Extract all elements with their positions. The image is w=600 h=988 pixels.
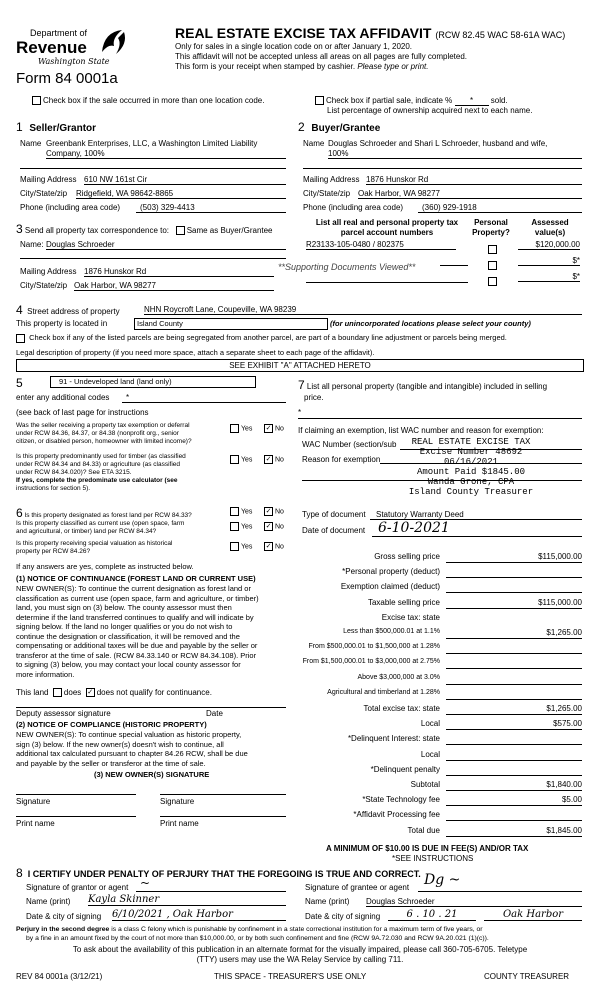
additional-codes-label: enter any additional codes [16, 393, 110, 402]
grantee-name-label: Name (print) [305, 897, 350, 906]
see-back-note: (see back of last page for instructions [16, 408, 149, 417]
grantee-date: 6 . 10 . 21 [388, 909, 476, 921]
washington-state-label: Washington State [38, 57, 110, 66]
current-use-yes[interactable]: Yes [230, 522, 252, 531]
notice2-title: (2) NOTICE OF COMPLIANCE (HISTORIC PROPERTY) [16, 720, 207, 729]
calc-label: *Delinquent Interest: state [347, 734, 440, 744]
section3-heading: 3 Send all property tax correspondence to: Same as Buyer/Grantee [16, 222, 273, 236]
calc-value: $1,265.00 [446, 628, 582, 639]
section4-street-label: 4 Street address of property [16, 303, 120, 317]
timber-no[interactable]: ✓ No [265, 456, 284, 464]
header-note-3: This form is your receipt when stamped by cashier. Please type or print. [175, 62, 429, 71]
certify-statement: 8 I CERTIFY UNDER PENALTY OF PERJURY THAT THE FOREGOING IS TRUE AND CORRECT. [16, 866, 421, 880]
historic-question: Is this property receiving special valuation as historical property per RCW 84.26? [16, 540, 173, 555]
seller-heading: 1 Seller/Grantor [16, 120, 97, 134]
buyer-city: Oak Harbor, WA 98277 [358, 189, 582, 199]
historic-yes[interactable]: Yes [230, 542, 252, 551]
calc-value [446, 689, 582, 700]
calc-value [446, 750, 582, 761]
calc-label: *Personal property (deduct) [342, 567, 440, 577]
exemption-yes[interactable]: Yes [230, 424, 252, 433]
header-note-1: Only for sales in a single location code on or after January 1, 2020. [175, 42, 413, 51]
revenue-logo-icon [98, 26, 130, 58]
calc-label: Total excise tax: state [363, 704, 440, 713]
section3-city: Oak Harbor, WA 98277 [74, 281, 274, 291]
calc-label: From $500,000.01 to $1,500,000 at 1.28% [308, 643, 440, 651]
calc-value [446, 810, 582, 821]
land-use-select[interactable]: 91 - Undeveloped land (land only) [50, 376, 256, 388]
seller-name-label: Name [20, 139, 42, 148]
reason-label: Reason for exemption [302, 455, 381, 464]
deputy-signature-label: Deputy assessor signature [16, 709, 111, 718]
form-revision: REV 84 0001a (3/12/21) [16, 972, 103, 981]
segregated-checkbox[interactable]: Check box if any of the listed parcels are being segregated from another parcel, are part of a boundary line adjustment or parcels being merged. [16, 333, 507, 343]
assessed-value-3: $* [518, 272, 580, 282]
calc-value [446, 643, 582, 654]
county-treasurer: COUNTY TREASURER [484, 972, 570, 981]
accessibility-notice: To ask about the availability of this publication in an alternate format for the visually impaired, please call 360-705-6705. Teletype (TTY) users may use the WA Relay Service by calling 711. [72, 945, 528, 964]
grantor-signature-label: Signature of grantor or agent [26, 883, 129, 892]
seller-phone-label: Phone (including area code) [20, 203, 121, 212]
dept-of-label: Department of [30, 28, 88, 38]
section7-text: 7 List all personal property (tangible and intangible) included in selling [298, 378, 548, 392]
calc-value: $1,845.00 [446, 826, 582, 837]
legal-description-field[interactable]: SEE EXHIBIT "A" ATTACHED HERETO [16, 359, 584, 372]
buyer-name-line2: 100% [328, 149, 582, 159]
owner-signature-label-2: Signature [160, 797, 195, 806]
revenue-logo-text: Revenue [16, 38, 87, 57]
forest-question: 6 Is this property designated as forest land per RCW 84.33? [16, 506, 192, 520]
grantee-name: Douglas Schroeder [366, 897, 582, 907]
calc-label: Gross selling price [374, 552, 440, 561]
section3-mail-label: Mailing Address [20, 267, 77, 276]
header-note-2: This affidavit will not be accepted unless all areas on all pages are fully completed. [175, 52, 468, 61]
timber-yes[interactable]: Yes [230, 455, 252, 464]
ownership-note: List percentage of ownership acquired next to each name. [327, 106, 533, 115]
calc-label: Exemption claimed (deduct) [340, 582, 440, 592]
section3-mail: 1876 Hunskor Rd [84, 267, 274, 277]
buyer-mail: 1876 Hunskor Rd [366, 175, 582, 185]
seller-phone: (503) 329-4413 [136, 203, 286, 213]
calc-label: Excise tax: state [381, 612, 440, 622]
doc-date-label: Date of document [302, 526, 366, 535]
grantee-city: Oak Harbor [484, 909, 582, 921]
grantee-signature-label: Signature of grantee or agent [305, 883, 410, 892]
calc-value [446, 658, 582, 669]
calc-label: Subtotal [410, 780, 440, 789]
treasurer-stamp: REAL ESTATE EXCISE TAX Excise Number 48692 06/16/2021 Amount Paid $1845.00 Wanda Grone, CPA Island County Treasurer [408, 437, 534, 497]
personal-property-header: Personal Property? [472, 218, 510, 237]
grantor-signature: ~ [140, 876, 151, 890]
supporting-docs-note: **Supporting Documents Viewed** [278, 262, 416, 272]
notice2-text: NEW OWNER(S): To continue special valuation as historic property, sign (3) below. If the new owner(s) doesn't wish to continue, all additional tax calculated pursuant to chapter 84.26 RCW, shall be due and payable by the seller or transferor at the time of sale. [16, 730, 248, 768]
grantor-date-label: Date & city of signing [26, 912, 102, 921]
grantee-signature: Dg ~ [424, 872, 461, 888]
buyer-name-label: Name [303, 139, 325, 148]
forest-no[interactable]: ✓ No [265, 508, 284, 516]
historic-no[interactable]: ✓ No [265, 543, 284, 551]
parcel-number-1: R23133-105-0480 / 802375 [306, 240, 456, 250]
if-any-note: If any answers are yes, complete as instructed below. [16, 562, 194, 571]
notice1-text: NEW OWNER(S): To continue the current designation as forest land or classification as current use (open space, farm and agriculture, or timber) land, you must sign on (3) below. The county assessor must then determine if the land transferred continues to qualify and will indicate by signing below. If the land no longer qualifies or you do not wish to continue the designation or classification, it will be removed and the compensating or additional taxes will be due and payable by the seller or transferor at the time of sale. (RCW 84.33.140 or RCW 84.34.108). Prior to signing (3) below, you may contact your local county assessor for more information. [16, 584, 259, 679]
calc-value [446, 582, 582, 593]
grantee-date-label: Date & city of signing [305, 912, 381, 921]
calc-label: Less than $500,000.01 at 1.1% [343, 628, 440, 635]
calc-label: Local [420, 749, 440, 759]
continuance-checkboxes[interactable]: This land does ✓ does not qualify for continuance. [16, 688, 212, 697]
owner-print-label-1: Print name [16, 819, 55, 828]
section3-city-label: City/State/zip [20, 281, 68, 290]
calc-value: $115,000.00 [446, 598, 582, 609]
wac-number-label: WAC Number (section/sub [302, 440, 397, 449]
notice3-title: (3) NEW OWNER(S) SIGNATURE [94, 770, 210, 779]
section5-num: 5 [16, 376, 23, 390]
buyer-phone: (360) 929-1918 [418, 203, 582, 213]
calc-value: $575.00 [446, 719, 582, 730]
buyer-phone-label: Phone (including area code) [303, 203, 404, 212]
seller-city-label: City/State/zip [20, 189, 68, 198]
buyer-mail-label: Mailing Address [303, 175, 360, 184]
current-use-question: Is this property classified as current use (open space, farm and agricultural, or timber) land per RCW 84.34? [16, 520, 185, 535]
see-instructions: *SEE INSTRUCTIONS [392, 854, 474, 863]
calc-value [446, 567, 582, 578]
calc-label: Taxable selling price [367, 597, 440, 607]
doc-date: 6-10-2021 [378, 520, 450, 536]
perjury-notice: Perjury in the second degree is a class C felony which is punishable by confinement in a state correctional institution for a maximum term of five years, or by a fine in an amount fixed by the court of not more than $10,000.00, or by both such confinement and fine (RCW 9A.72.030 and RCW 9A.20.021 (1)(c)). [16, 926, 489, 942]
seller-name-line2: Company, 100% [46, 149, 286, 159]
seller-name: Greenbank Enterprises, LLC, a Washington Limited Liability [46, 139, 258, 148]
calc-label: *Affidavit Processing fee [353, 810, 440, 820]
uninc-note: (for unincorporated locations please select your county) [330, 319, 531, 328]
section7-text2: price. [304, 393, 324, 402]
additional-codes: * [122, 393, 286, 403]
calc-label: Total due [407, 825, 440, 835]
form-title: REAL ESTATE EXCISE TAX AFFIDAVIT (RCW 82.45 WAC 58-61A WAC) [175, 25, 566, 41]
partial-sale-checkbox[interactable]: Check box if partial sale, indicate % * sold. [315, 96, 508, 106]
calc-value [446, 674, 582, 685]
form-number: Form 84 0001a [16, 70, 118, 87]
assessed-value-header: Assessed value(s) [531, 218, 569, 237]
buyer-name: Douglas Schroeder and Shari L Schroeder, husband and wife, [328, 139, 548, 148]
calc-value: $1,840.00 [446, 780, 582, 791]
buyer-heading: 2 Buyer/Grantee [298, 120, 381, 134]
calc-value [446, 765, 582, 776]
calc-label: Above $3,000,000 at 3.0% [357, 673, 440, 681]
grantor-name-label: Name (print) [26, 897, 71, 906]
grantor-name: Kayla Skinner [88, 894, 286, 906]
county-select[interactable]: Island County [134, 318, 328, 330]
seller-mail: 610 NW 161st Cir [84, 175, 286, 185]
exemption-heading: If claiming an exemption, list WAC number and reason for exemption: [298, 426, 544, 435]
treasurer-space: THIS SPACE - TREASURER'S USE ONLY [214, 972, 367, 981]
doc-type: Statutory Warranty Deed [370, 510, 582, 520]
legal-desc-label: Legal description of property (if you need more space, attach a separate sheet to each page of the affidavit). [16, 348, 375, 357]
current-use-no[interactable]: ✓ No [265, 523, 284, 531]
minimum-note: A MINIMUM OF $10.00 IS DUE IN FEE(S) AND/OR TAX [326, 844, 529, 853]
timber-question: Is this property predominantly used for timber (as classified under RCW 84.34 and 84.33) or agriculture (as classified under RCW 84.34.020)? See ETA 3215. If yes, complete the predominate use calculator (see instructions for section 5). [16, 453, 186, 492]
personal-property-checkbox-3[interactable] [488, 273, 499, 291]
assessed-value-2: $* [518, 256, 580, 266]
exemption-no[interactable]: ✓ No [265, 425, 284, 433]
calc-value: $1,265.00 [446, 704, 582, 715]
calc-value: $115,000.00 [446, 552, 582, 563]
calc-label: Local [420, 719, 440, 729]
owner-print-label-2: Print name [160, 819, 199, 828]
calc-label: *Delinquent penalty [370, 764, 440, 774]
calc-label: Agricultural and timberland at 1.28% [327, 688, 440, 696]
section3-name-label: Name: [20, 240, 44, 249]
personal-property-list: * [298, 408, 302, 417]
section3-name: Douglas Schroeder [46, 240, 286, 250]
property-street-address: NHN Roycroft Lane, Coupeville, WA 98239 [144, 305, 582, 315]
multi-location-checkbox[interactable]: Check box if the sale occurred in more than one location code. [32, 96, 264, 105]
calc-label: *State Technology fee [362, 795, 440, 805]
parcels-header: List all real and personal property tax parcel account numbers [315, 218, 459, 237]
buyer-city-label: City/State/zip [303, 189, 351, 198]
calc-value [446, 734, 582, 745]
owner-signature-label-1: Signature [16, 797, 51, 806]
deputy-date-label: Date [206, 709, 223, 718]
notice1-title: (1) NOTICE OF CONTINUANCE (FOREST LAND OR CURRENT USE) [16, 574, 256, 583]
exemption-question: Was the seller receiving a property tax exemption or deferral under RCW 84.36, 84.37, or 84.38 (nonprofit org., senior citizen, or disabled person, homeowner with limited income)? [16, 422, 192, 445]
calc-label: From $1,500,000.01 to $3,000,000 at 2.75% [302, 658, 440, 666]
seller-mail-label: Mailing Address [20, 175, 77, 184]
forest-yes[interactable]: Yes [230, 507, 252, 516]
doc-type-label: Type of document [302, 510, 366, 519]
calc-value: $5.00 [446, 795, 582, 806]
assessed-value-1: $120,000.00 [518, 240, 580, 250]
seller-city: Ridgefield, WA 98642-8865 [76, 189, 286, 199]
grantor-date-city: 6/10/2021 , Oak Harbor [112, 909, 286, 921]
located-in-label: This property is located in [16, 319, 108, 328]
